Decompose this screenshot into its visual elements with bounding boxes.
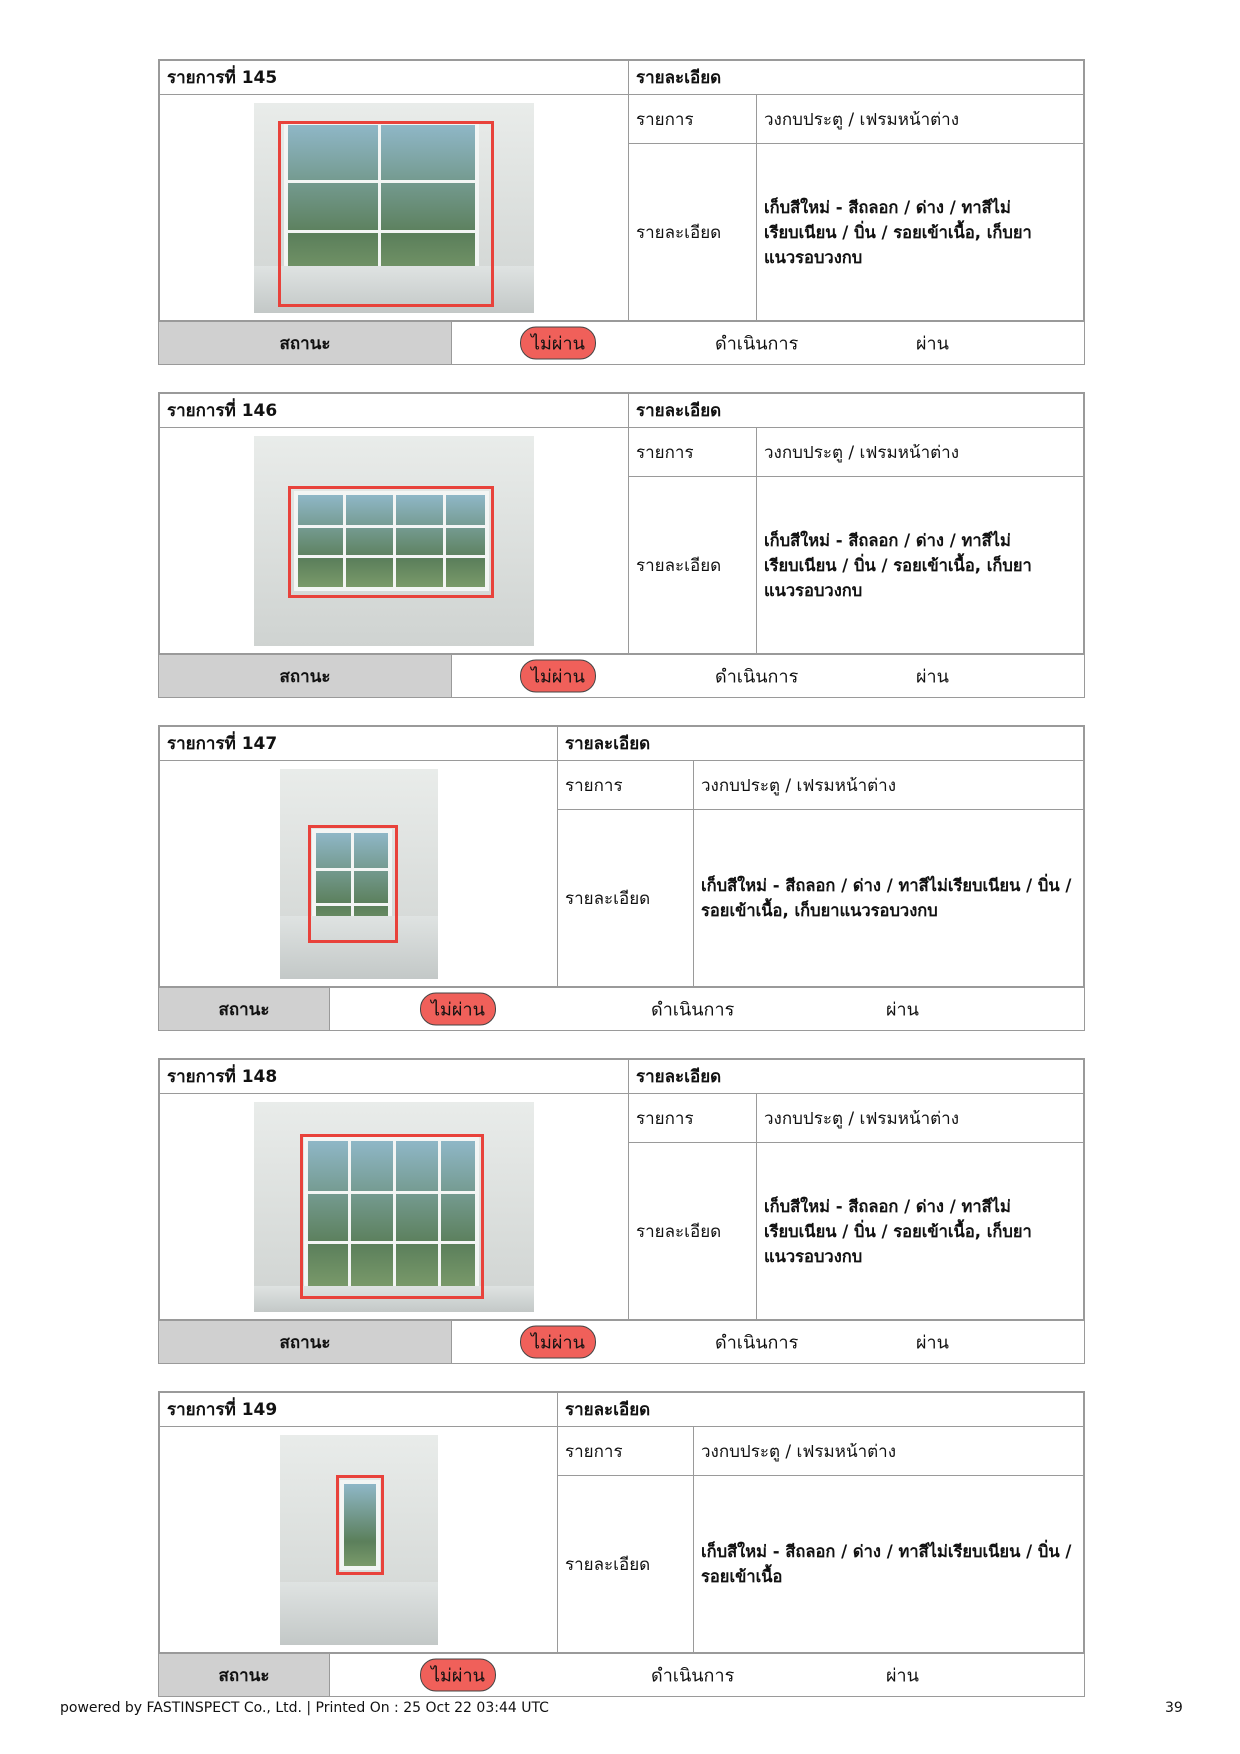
page-number: 39: [1165, 1700, 1183, 1716]
status-pass-option[interactable]: ผ่าน: [916, 333, 949, 355]
status-bar: [159, 1653, 1084, 1696]
photo-cell: [160, 1094, 629, 1320]
defect-marker: [308, 825, 398, 943]
hallway-window-photo: [280, 1435, 438, 1645]
status-progress-option[interactable]: ดำเนินการ: [651, 999, 735, 1021]
item-title: รายการที่ 145: [160, 61, 629, 95]
item-value: วงกบประตู / เฟรมหน้าต่าง: [757, 428, 1084, 477]
detail-value: เก็บสีใหม่ - สีถลอก / ด่าง / ทาสีไม่เรียบเนียน / บิ่น / รอยเข้าเนื้อ, เก็บยาแนวรอบวงกบ: [764, 1196, 1032, 1266]
sliding-door-photo: [254, 1102, 534, 1312]
item-title: รายการที่ 148: [160, 1060, 629, 1094]
detail-header: รายละเอียด: [558, 727, 1084, 761]
status-label: สถานะ: [159, 1654, 330, 1696]
status-pass-option[interactable]: ผ่าน: [886, 1665, 919, 1687]
status-fail-option[interactable]: ไม่ผ่าน: [520, 327, 596, 360]
detail-header: รายละเอียด: [629, 61, 1084, 95]
item-card-148: [158, 1058, 1085, 1364]
item-value: วงกบประตู / เฟรมหน้าต่าง: [694, 761, 1084, 810]
sliding-door-photo: [254, 103, 534, 313]
item-card-145: [158, 59, 1085, 365]
item-card-149: [158, 1391, 1085, 1697]
status-bar: [159, 987, 1084, 1030]
defect-marker: [288, 486, 494, 598]
status-pass-option[interactable]: ผ่าน: [916, 666, 949, 688]
item-card-146: [158, 392, 1085, 698]
defect-marker: [336, 1475, 384, 1575]
detail-label: รายละเอียด: [558, 810, 694, 987]
detail-value: เก็บสีใหม่ - สีถลอก / ด่าง / ทาสีไม่เรียบเนียน / บิ่น / รอยเข้าเนื้อ, เก็บยาแนวรอบวงกบ: [764, 197, 1032, 267]
detail-header: รายละเอียด: [558, 1393, 1084, 1427]
item-value: วงกบประตู / เฟรมหน้าต่าง: [757, 1094, 1084, 1143]
status-progress-option[interactable]: ดำเนินการ: [651, 1665, 735, 1687]
status-fail-option[interactable]: ไม่ผ่าน: [420, 1659, 496, 1692]
detail-value: เก็บสีใหม่ - สีถลอก / ด่าง / ทาสีไม่เรียบเนียน / บิ่น / รอยเข้าเนื้อ: [701, 1542, 1072, 1586]
item-label: รายการ: [629, 428, 757, 477]
status-progress-option[interactable]: ดำเนินการ: [715, 333, 799, 355]
detail-header: รายละเอียด: [629, 1060, 1084, 1094]
status-fail-option[interactable]: ไม่ผ่าน: [420, 993, 496, 1026]
detail-label: รายละเอียด: [629, 477, 757, 654]
defect-marker: [300, 1134, 484, 1299]
status-bar: [159, 1320, 1084, 1363]
status-pass-option[interactable]: ผ่าน: [886, 999, 919, 1021]
item-value: วงกบประตู / เฟรมหน้าต่าง: [694, 1427, 1084, 1476]
item-card-147: [158, 725, 1085, 1031]
item-title: รายการที่ 146: [160, 394, 629, 428]
detail-label: รายละเอียด: [629, 1143, 757, 1320]
defect-marker: [278, 121, 494, 307]
photo-cell: [160, 761, 558, 987]
status-bar: [159, 654, 1084, 697]
item-label: รายการ: [558, 761, 694, 810]
detail-value: เก็บสีใหม่ - สีถลอก / ด่าง / ทาสีไม่เรียบเนียน / บิ่น / รอยเข้าเนื้อ, เก็บยาแนวรอบวงกบ: [701, 876, 1072, 920]
door-photo: [280, 769, 438, 979]
item-title: รายการที่ 147: [160, 727, 558, 761]
photo-cell: [160, 95, 629, 321]
status-pass-option[interactable]: ผ่าน: [916, 1332, 949, 1354]
item-label: รายการ: [629, 95, 757, 144]
item-label: รายการ: [558, 1427, 694, 1476]
status-label: สถานะ: [159, 1321, 452, 1363]
item-label: รายการ: [629, 1094, 757, 1143]
status-label: สถานะ: [159, 655, 452, 697]
footer-text: powered by FASTINSPECT Co., Ltd. | Printed On : 25 Oct 22 03:44 UTC: [60, 1700, 549, 1716]
detail-value: เก็บสีใหม่ - สีถลอก / ด่าง / ทาสีไม่เรียบเนียน / บิ่น / รอยเข้าเนื้อ, เก็บยาแนวรอบวงกบ: [764, 530, 1032, 600]
status-fail-option[interactable]: ไม่ผ่าน: [520, 660, 596, 693]
status-progress-option[interactable]: ดำเนินการ: [715, 666, 799, 688]
detail-header: รายละเอียด: [629, 394, 1084, 428]
status-progress-option[interactable]: ดำเนินการ: [715, 1332, 799, 1354]
status-label: สถานะ: [159, 322, 452, 364]
item-value: วงกบประตู / เฟรมหน้าต่าง: [757, 95, 1084, 144]
status-bar: [159, 321, 1084, 364]
detail-label: รายละเอียด: [629, 144, 757, 321]
detail-label: รายละเอียด: [558, 1476, 694, 1653]
photo-cell: [160, 1427, 558, 1653]
window-photo: [254, 436, 534, 646]
photo-cell: [160, 428, 629, 654]
status-fail-option[interactable]: ไม่ผ่าน: [520, 1326, 596, 1359]
item-title: รายการที่ 149: [160, 1393, 558, 1427]
status-label: สถานะ: [159, 988, 330, 1030]
